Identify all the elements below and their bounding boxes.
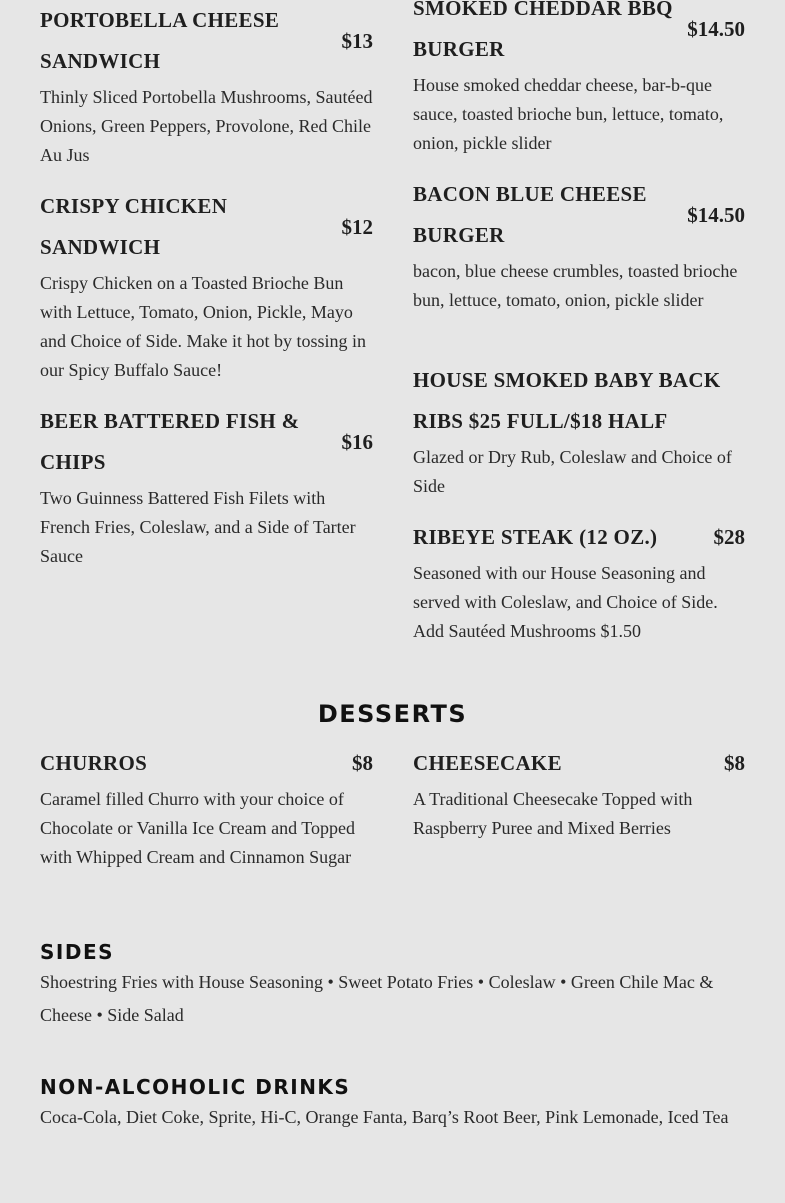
item-price: $12	[341, 214, 373, 239]
item-name: SMOKED CHEDDAR BBQ BURGER	[413, 0, 673, 61]
item-price: $28	[713, 525, 745, 549]
menu-item-portobella-sandwich	[40, 0, 373, 170]
item-description: Caramel filled Churro with your choice of Chocolate or Vanilla Ice Cream and Topped with Whipped Cream and Cinnamon Sugar	[40, 789, 355, 867]
item-price: $13	[341, 28, 373, 53]
drinks-list: Coca-Cola, Diet Coke, Sprite, Hi-C, Orange Fanta, Barq’s Root Beer, Pink Lemonade, Iced Tea	[40, 1107, 729, 1127]
item-name: CHEESECAKE	[413, 751, 562, 775]
item-name: RIBEYE STEAK (12 OZ.)	[413, 525, 658, 549]
item-description: A Traditional Cheesecake Topped with Raspberry Puree and Mixed Berries	[413, 789, 693, 838]
menu-item-bacon-blue-cheese-burger	[413, 174, 745, 315]
item-price: $14.50	[687, 16, 745, 41]
menu-item-churros	[40, 743, 373, 872]
item-name: PORTOBELLA CHEESE SANDWICH	[40, 8, 280, 73]
item-name: CHURROS	[40, 751, 148, 775]
item-price: $14.50	[687, 202, 745, 227]
menu-item-cheesecake	[413, 743, 745, 843]
menu-item-baby-back-ribs	[413, 360, 745, 501]
item-description: Two Guinness Battered Fish Filets with French Fries, Coleslaw, and a Side of Tarter Sauce	[40, 488, 356, 566]
item-description: Thinly Sliced Portobella Mushrooms, Sautéed Onions, Green Peppers, Provolone, Red Chile Au Jus	[40, 87, 373, 165]
item-price: $8	[724, 751, 745, 775]
menu-item-fish-and-chips	[40, 401, 373, 571]
desserts-heading: DESSERTS	[317, 700, 468, 728]
menu-item-crispy-chicken-sandwich	[40, 186, 373, 385]
item-price: $8	[352, 751, 373, 775]
menu-item-ribeye-steak	[413, 517, 745, 646]
item-name: CRISPY CHICKEN SANDWICH	[40, 194, 228, 259]
item-name: HOUSE SMOKED BABY BACK RIBS $25 FULL/$18 HALF	[413, 368, 721, 433]
item-description: Crispy Chicken on a Toasted Brioche Bun with Lettuce, Tomato, Onion, Pickle, Mayo and Choice of Side. Make it hot by tossing in our Spicy Buffalo Sauce!	[40, 273, 366, 380]
item-price: $16	[341, 429, 373, 454]
item-name: BACON BLUE CHEESE BURGER	[413, 182, 647, 247]
sides-list: Shoestring Fries with House Seasoning • Sweet Potato Fries • Coleslaw • Green Chile Mac & Cheese • Side Salad	[40, 972, 714, 1025]
item-description: Glazed or Dry Rub, Coleslaw and Choice of Side	[413, 447, 732, 496]
item-name: BEER BATTERED FISH & CHIPS	[40, 409, 300, 474]
menu-item-smoked-cheddar-burger	[413, 0, 745, 158]
sides-heading: SIDES	[40, 940, 115, 964]
item-description: House smoked cheddar cheese, bar-b-que sauce, toasted brioche bun, lettuce, tomato, onion, pickle slider	[413, 75, 724, 153]
drinks-heading: NON-ALCOHOLIC DRINKS	[40, 1075, 351, 1099]
item-description: Seasoned with our House Seasoning and served with Coleslaw, and Choice of Side. Add Sautéed Mushrooms $1.50	[413, 563, 718, 641]
item-description: bacon, blue cheese crumbles, toasted brioche bun, lettuce, tomato, onion, pickle slider	[413, 261, 738, 310]
